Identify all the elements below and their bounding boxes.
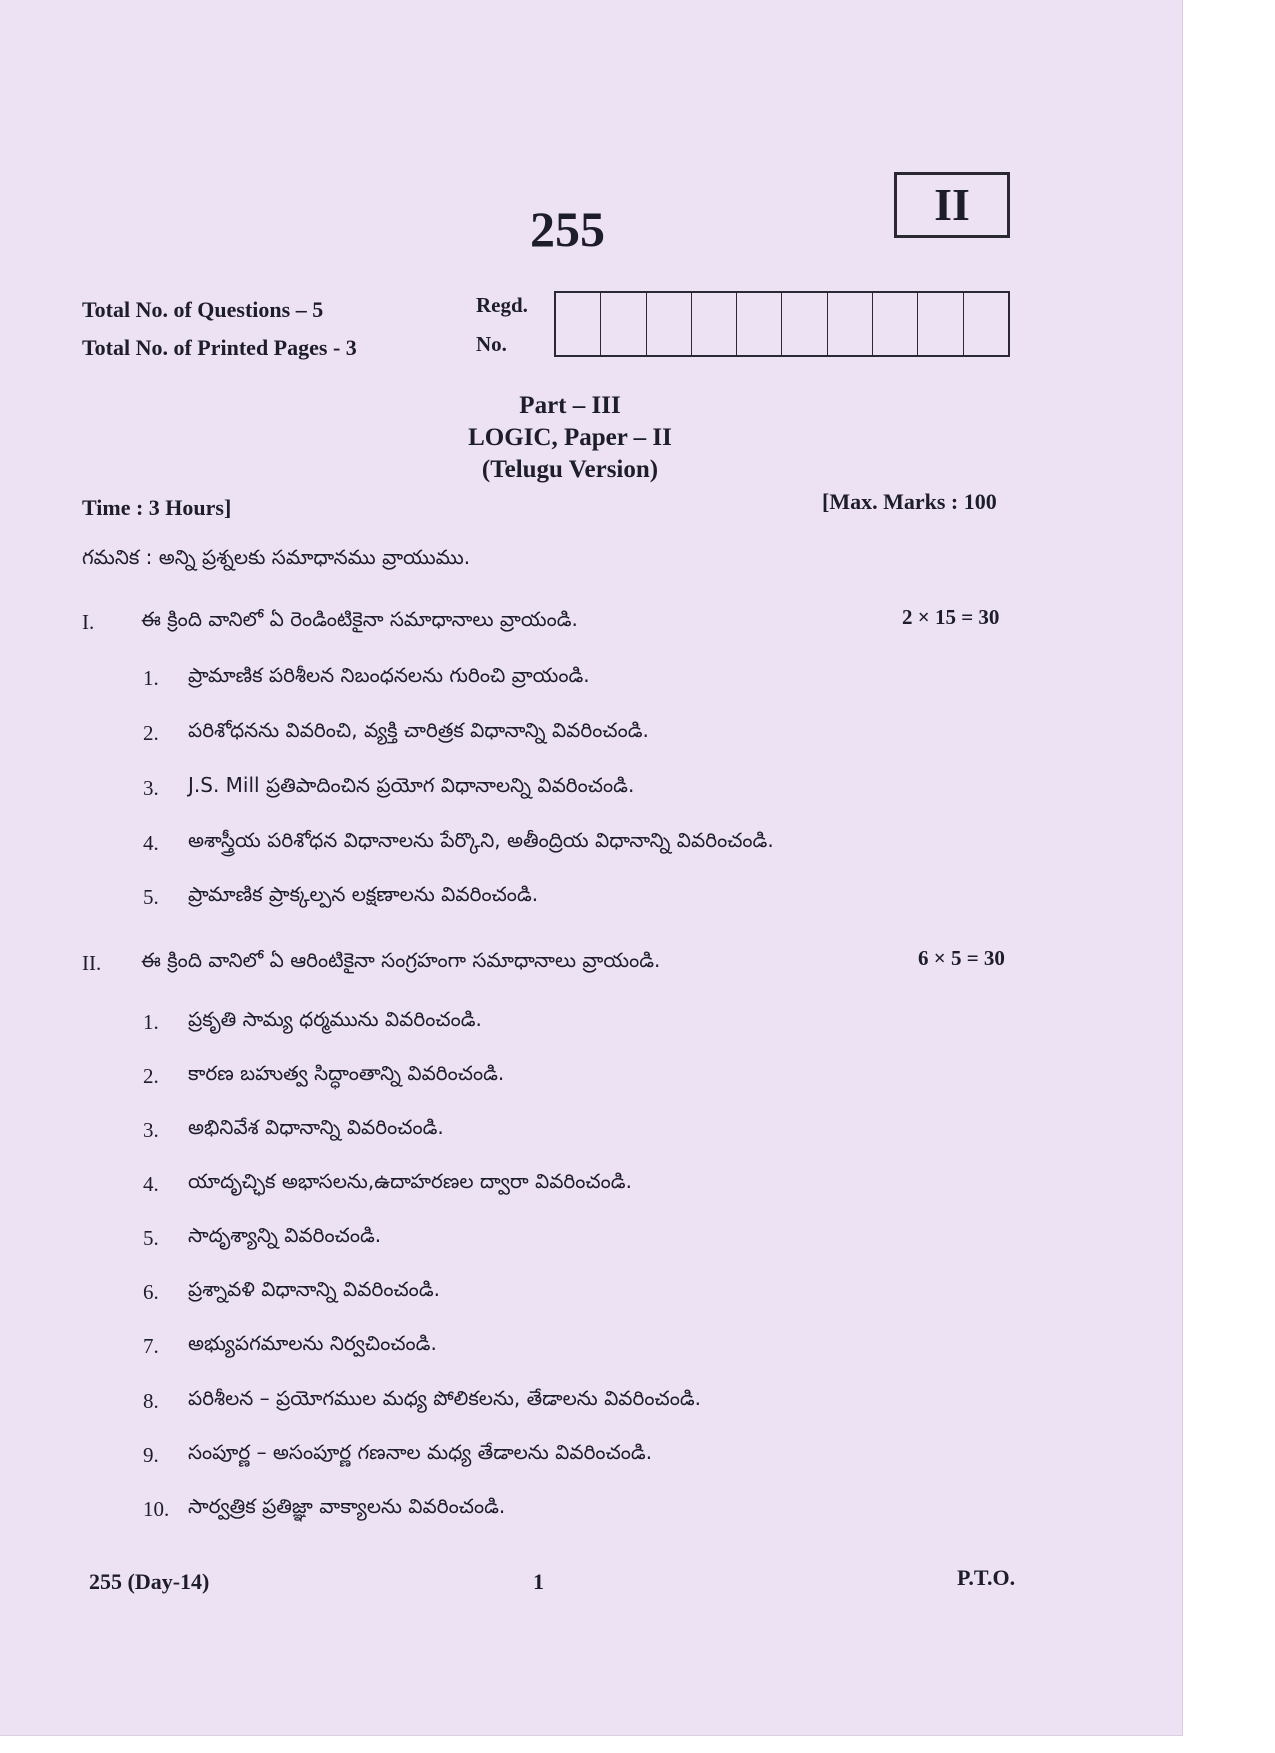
regd-cell [964, 293, 1008, 355]
section-instruction: ఈ క్రింది వానిలో ఏ ఆరింటికైనా సంగ్రహంగా సమాధానాలు వ్రాయండి. [141, 948, 661, 972]
question-text: సాదృశ్యాన్ని వివరించండి. [188, 1223, 382, 1247]
set-code-box: II [894, 172, 1010, 238]
question-number: 9. [143, 1443, 159, 1467]
question-text: సంపూర్ణ – అసంపూర్ణ గణనాల మధ్య తేడాలను వివరించండి. [188, 1440, 653, 1464]
question-number: 7. [143, 1334, 159, 1358]
question-number: 3. [143, 1118, 159, 1142]
total-questions: Total No. of Questions – 5 [82, 297, 324, 322]
section-marks: 6 × 5 = 30 [918, 946, 1005, 970]
question-text: అశాస్త్రీయ పరిశోధన విధానాలను పేర్కొని, అతీంద్రియ విధానాన్ని వివరించండి. [188, 828, 774, 852]
question-text: పరిశోధనను వివరించి, వ్యక్తి చారిత్రక విధానాన్ని వివరించండి. [188, 718, 649, 742]
subject-heading: LOGIC, Paper – II [468, 424, 672, 451]
question-text: ప్రకృతి సామ్య ధర్మమును వివరించండి. [188, 1007, 482, 1031]
question-number: 10. [143, 1497, 170, 1521]
question-number: 5. [143, 1226, 159, 1250]
question-text: ప్రశ్నావళి విధానాన్ని వివరించండి. [188, 1277, 440, 1301]
question-number: 5. [143, 885, 159, 909]
regd-cell [647, 293, 692, 355]
question-number: 1. [143, 666, 159, 690]
question-text: J.S. Mill ప్రతిపాదించిన ప్రయోగ విధానాలన్ని వివరించండి. [188, 773, 635, 797]
page-number: 1 [533, 1569, 544, 1594]
version-heading: (Telugu Version) [481, 456, 659, 483]
question-number: 6. [143, 1280, 159, 1304]
regd-cell [918, 293, 963, 355]
regd-cell [692, 293, 737, 355]
question-number: 2. [143, 721, 159, 745]
question-text: కారణ బహుత్వ సిద్ధాంతాన్ని వివరించండి. [188, 1061, 505, 1085]
please-turn-over: P.T.O. [957, 1565, 1016, 1590]
question-number: 2. [143, 1064, 159, 1088]
question-text: ప్రామాణిక ప్రాక్కల్పన లక్షణాలను వివరించండి. [188, 882, 539, 906]
regd-cell [556, 293, 601, 355]
section-instruction: ఈ క్రింది వానిలో ఏ రెండింటికైనా సమాధానాలు వ్రాయండి. [141, 607, 578, 631]
question-number: 3. [143, 776, 159, 800]
footer-paper-code: 255 (Day-14) [89, 1569, 210, 1594]
regd-cell [601, 293, 646, 355]
question-text: అభ్యుపగమాలను నిర్వచించండి. [188, 1331, 437, 1355]
paper-code: 255 [530, 201, 605, 257]
regd-cell [873, 293, 918, 355]
question-number: 4. [143, 1172, 159, 1196]
regd-cell [782, 293, 827, 355]
total-printed-pages: Total No. of Printed Pages - 3 [82, 335, 357, 360]
question-text: యాదృచ్ఛిక అభాసలను,ఉదాహరణల ద్వారా వివరించండి. [188, 1169, 632, 1193]
section-number: II. [82, 951, 102, 975]
question-text: అభినివేశ విధానాన్ని వివరించండి. [188, 1115, 444, 1139]
time-allowed: Time : 3 Hours] [82, 495, 232, 520]
part-heading: Part – III [519, 392, 621, 419]
question-text: ప్రామాణిక పరిశీలన నిబంధనలను గురించి వ్రాయండి. [188, 663, 590, 687]
section-number: I. [82, 610, 95, 634]
question-text: పరిశీలన – ప్రయోగముల మధ్య పోలికలను, తేడాలను వివరించండి. [188, 1386, 702, 1410]
question-text: సార్వత్రిక ప్రతిజ్ఞా వాక్యాలను వివరించండి. [188, 1494, 506, 1518]
regd-cell [828, 293, 873, 355]
regd-label: Regd. [476, 293, 528, 317]
max-marks: [Max. Marks : 100 [822, 489, 997, 514]
registration-number-grid [554, 291, 1010, 357]
question-number: 1. [143, 1010, 159, 1034]
question-number: 4. [143, 831, 159, 855]
general-note: గమనిక : అన్ని ప్రశ్నలకు సమాధానము వ్రాయుము. [82, 545, 471, 569]
regd-no-label: No. [476, 332, 507, 356]
question-number: 8. [143, 1389, 159, 1413]
regd-cell [737, 293, 782, 355]
section-marks: 2 × 15 = 30 [902, 605, 1000, 629]
